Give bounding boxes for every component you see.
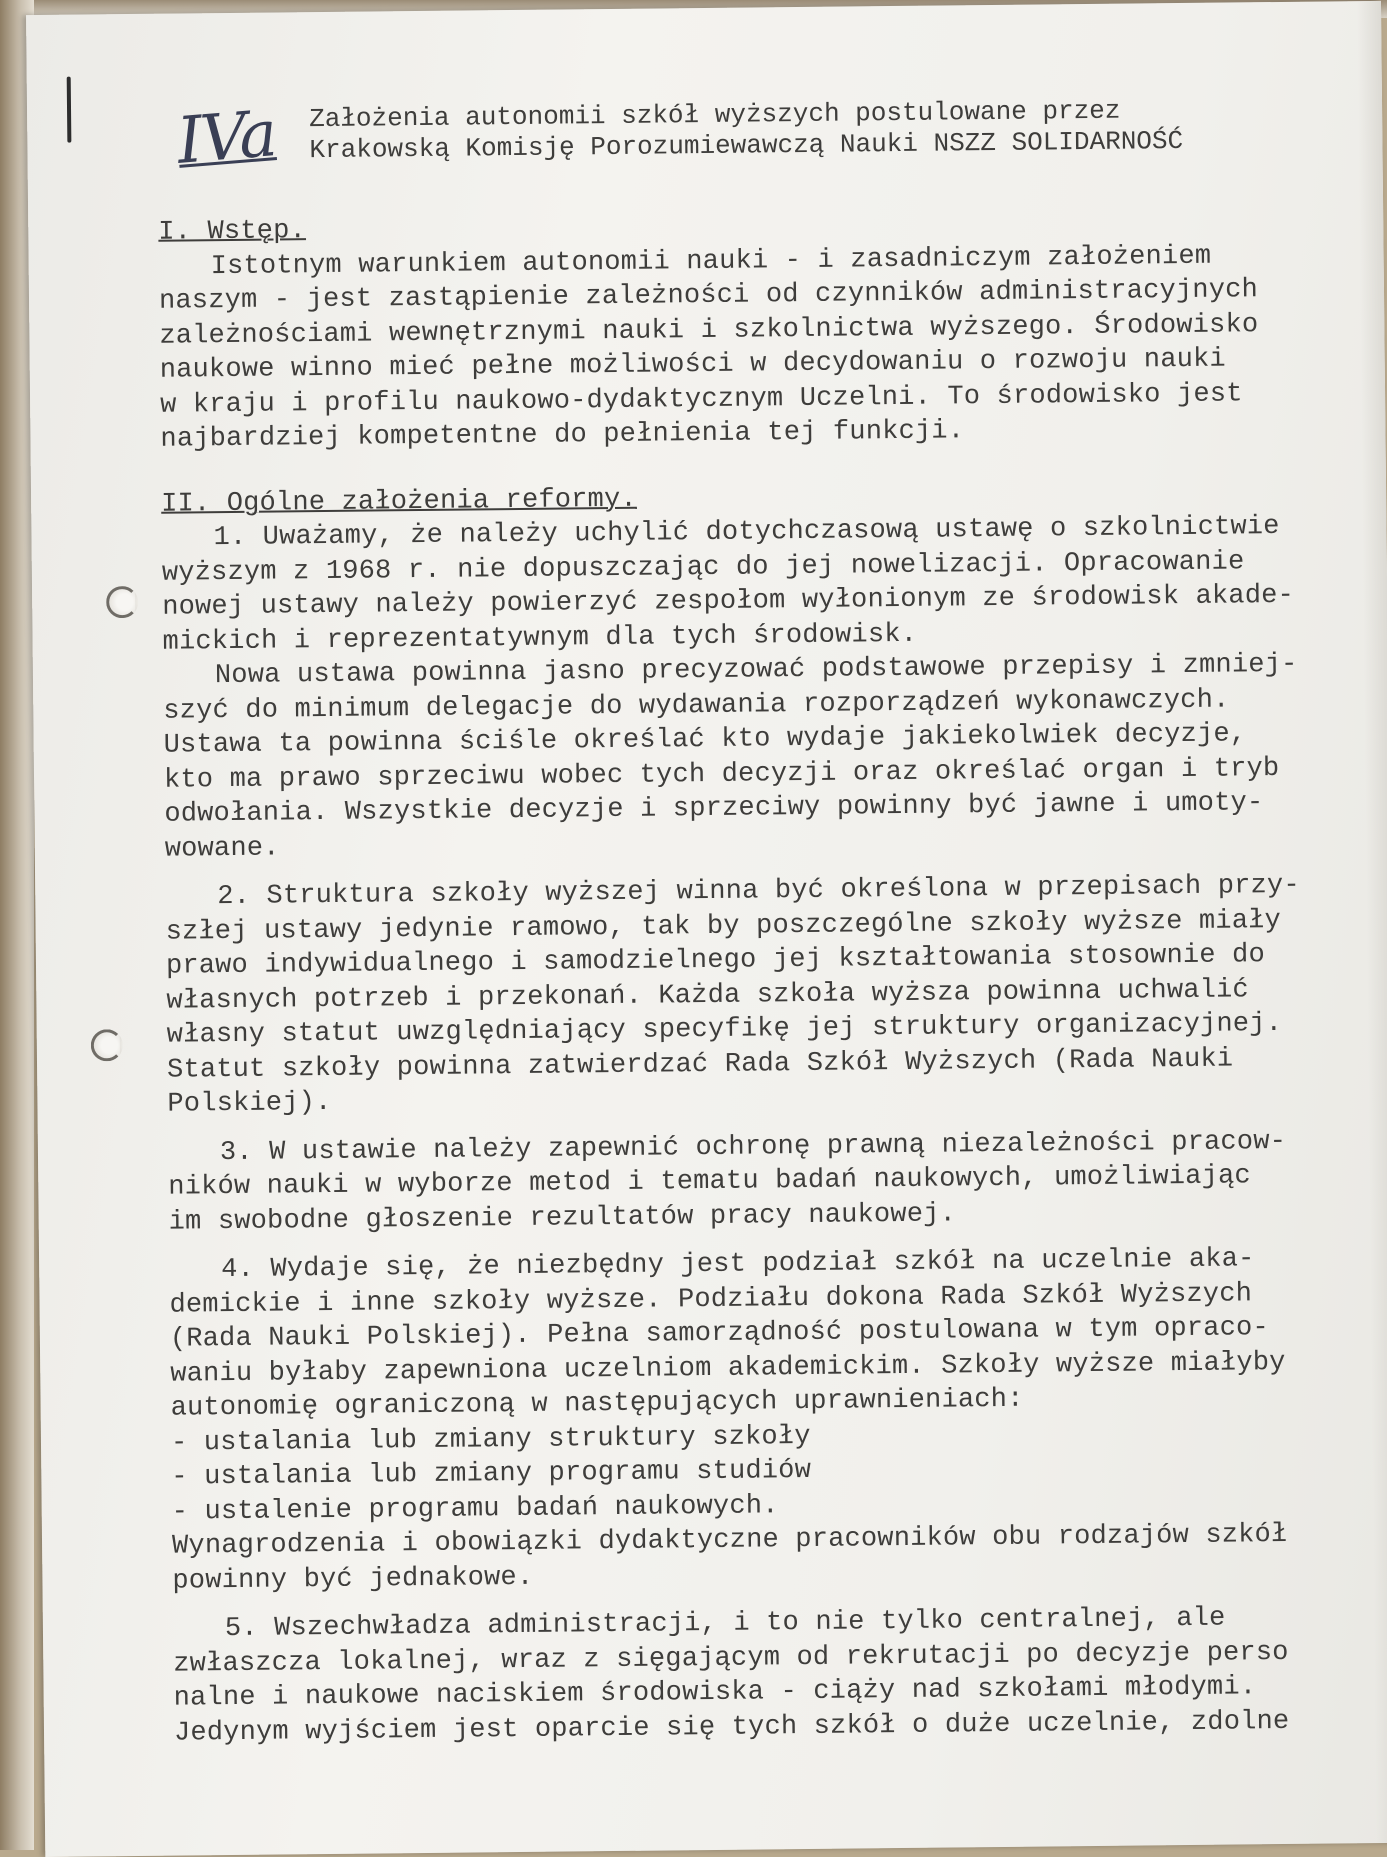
paragraph-1-line: wyższym z 1968 r. nie dopuszczając do jej nowelizacji. Opracowanie — [161, 546, 1245, 589]
document-title — [309, 94, 1310, 166]
handwritten-mark — [175, 97, 278, 179]
section-1-line: najbardziej kompetentne do pełnienia tej funkcji. — [160, 416, 965, 455]
paragraph-2-line: szłej ustawy jedynie ramowo, tak by poszczególne szkoły wyższe miały — [165, 905, 1282, 948]
paragraph-5-line: zwłaszcza lokalnej, wraz z sięgającym od rekrutacji po decyzje perso — [173, 1637, 1289, 1680]
paragraph-1b-line: Ustawa ta powinna ściśle określać kto wydaje jakiekolwiek decyzje, — [163, 719, 1247, 761]
punch-hole-lower — [91, 1029, 123, 1061]
paragraph-5-line: 5. Wszechwładza administracji, i to nie tylko centralnej, ale — [224, 1603, 1226, 1645]
paragraph-5-line: nalne i naukowe naciskiem środowiska - ciąży nad szkołami młodymi. — [173, 1672, 1257, 1714]
section-1-line: zależnościami wewnętrznymi nauki i szkolnictwa wyższego. Środowisko — [159, 309, 1259, 352]
section-1-line: naszym - jest zastąpienie zależności od czynników administracyjnych — [158, 275, 1259, 317]
title-line-2: Krakowską Komisję Porozumiewawczą Nauki NSZZ SOLIDARNOŚĆ — [309, 125, 1184, 166]
paragraph-1b-line: wowane. — [164, 832, 280, 865]
paragraph-1b-line: kto ma prawo sprzeciwu wobec tych decyzji oraz określać organ i tryb — [163, 753, 1280, 796]
paragraph-4-line: powinny być jednakowe. — [172, 1562, 534, 1597]
list-item: - ustalania lub zmiany struktury szkoły — [170, 1421, 811, 1459]
document-body — [158, 193, 1387, 1751]
section-1-line: Istotnym warunkiem autonomii nauki - i zasadniczym założeniem — [210, 241, 1212, 282]
paragraph-2-line: prawo indywidualnego i samodzielnego jej kształtowania stosownie do — [165, 940, 1266, 982]
paragraph-1b-line: odwołania. Wszystkie decyzje i sprzeciwy powinny być jawne i umoty- — [164, 788, 1264, 830]
section-1-heading: I. Wstęp. — [158, 216, 307, 248]
paragraph-1-line: mickich i reprezentatywnym dla tych środowisk. — [162, 619, 918, 658]
paragraph-4-line: Wynagrodzenia i obowiązki dydaktyczne pracowników obu rodzajów szkół — [171, 1519, 1288, 1562]
paragraph-4-line: autonomię ograniczoną w następujących uprawnieniach: — [170, 1384, 1024, 1424]
paragraph-3-line: im swobodne głoszenie rezultatów pracy naukowej. — [168, 1198, 957, 1238]
paragraph-1-line: 1. Uważamy, że należy uchylić dotychczasową ustawę o szkolnictwie — [213, 511, 1280, 554]
paragraph-4-line: demickie i inne szkoły wyższe. Podziału dokona Rada Szkół Wyższych — [169, 1278, 1253, 1321]
paragraph-2-line: 2. Struktura szkoły wyższej winna być określona w przepisach przy- — [217, 870, 1300, 913]
paragraph-4-line: (Rada Nauki Polskiej). Pełna samorządność postulowana w tym opraco- — [169, 1313, 1269, 1355]
document-sheet — [26, 1, 1387, 1857]
section-2-heading: II. Ogólne założenia reformy. — [161, 484, 637, 520]
paragraph-2-line: własnych potrzeb i przekonań. Każda szkoła wyższa powinna uchwalić — [166, 974, 1250, 1017]
list-item: - ustalania lub zmiany programu studiów — [171, 1455, 812, 1493]
section-1-line: naukowe winno mieć pełne możliwości w decydowaniu o rozwoju nauki — [159, 344, 1227, 386]
pen-mark — [67, 77, 72, 143]
paragraph-5-line: Jedynym wyjściem jest oparcie się tych szkół o duże uczelnie, zdolne — [173, 1706, 1290, 1749]
paragraph-4-line: waniu byłaby zapewniona uczelniom akademickim. Szkoły wyższe miałyby — [170, 1347, 1286, 1390]
title-line-1: Założenia autonomii szkół wyższych postulowane przez — [308, 95, 1121, 135]
section-1-line: w kraju i profilu naukowo-dydaktycznym Uczelni. To środowisko jest — [159, 378, 1243, 421]
paragraph-2-line: Statut szkoły powinna zatwierdzać Rada Szkół Wyższych (Rada Nauki — [166, 1044, 1234, 1086]
paragraph-1-line: nowej ustawy należy powierzyć zespołom wyłonionym ze środowisk akade- — [162, 580, 1295, 623]
handwritten-mark-text: IVa — [174, 97, 278, 179]
list-item: - ustalenie programu badań naukowych. — [171, 1490, 779, 1528]
paragraph-2-line: własny statut uwzględniający specyfikę jej struktury organizacyjnej. — [166, 1008, 1283, 1051]
paragraph-1b-line: Nowa ustawa powinna jasno precyzować podstawowe przepisy i zmniej- — [214, 649, 1298, 692]
paragraph-4-line: 4. Wydaje się, że niezbędny jest podział szkół na uczelnie aka- — [221, 1244, 1255, 1286]
paragraph-3-line: ników nauki w wyborze metod i tematu badań naukowych, umożliwiając — [168, 1161, 1251, 1203]
paragraph-2-line: Polskiej). — [167, 1087, 332, 1120]
paragraph-3-line: 3. W ustawie należy zapewnić ochronę prawną niezależności pracow- — [219, 1126, 1287, 1168]
punch-hole-upper — [106, 586, 138, 618]
paragraph-1b-line: szyć do minimum delegacje do wydawania rozporządzeń wykonawczych. — [163, 685, 1230, 727]
